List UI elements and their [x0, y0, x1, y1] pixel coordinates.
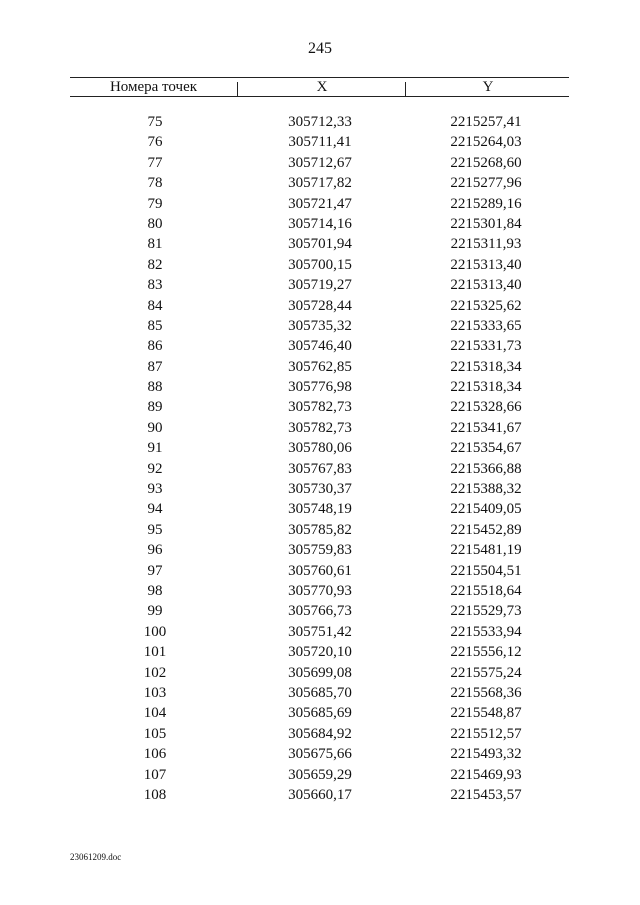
point-number-cell: 95: [147, 521, 163, 538]
point-number-cell: 106: [143, 746, 167, 763]
table-row: [0, 275, 640, 295]
header-divider: [405, 82, 406, 96]
point-number-cell: 83: [147, 277, 163, 294]
table-row: [0, 540, 640, 560]
table-row: [0, 683, 640, 703]
point-number-cell: 103: [143, 684, 167, 701]
footer-filename: 23061209.doc: [70, 852, 122, 862]
point-number-cell: 94: [147, 501, 163, 518]
y-coordinate-cell: 2215388,32: [450, 481, 522, 498]
point-number-cell: 108: [143, 786, 167, 803]
x-coordinate-cell: 305748,19: [288, 501, 352, 518]
y-coordinate-cell: 2215493,32: [450, 746, 522, 763]
x-coordinate-cell: 305759,83: [288, 542, 352, 559]
table-row: [0, 703, 640, 723]
table-row: [0, 296, 640, 316]
table-row: [0, 255, 640, 275]
y-coordinate-cell: 2215313,40: [450, 277, 522, 294]
x-coordinate-cell: 305660,17: [288, 786, 352, 803]
coordinates-table-body: [0, 112, 640, 805]
point-number-cell: 75: [147, 114, 163, 130]
y-coordinate-cell: 2215328,66: [450, 399, 522, 416]
table-row: [0, 642, 640, 662]
y-coordinate-cell: 2215556,12: [450, 644, 522, 661]
table-row: [0, 132, 640, 152]
header-x: X: [316, 79, 328, 95]
header-point-numbers: Номера точек: [109, 79, 198, 95]
x-coordinate-cell: 305751,42: [288, 623, 352, 640]
table-row: [0, 724, 640, 744]
x-coordinate-cell: 305720,10: [288, 644, 352, 661]
table-row: [0, 459, 640, 479]
y-coordinate-cell: 2215568,36: [450, 684, 522, 701]
point-number-cell: 89: [147, 399, 163, 416]
point-number-cell: 93: [147, 481, 163, 498]
table-row: [0, 194, 640, 214]
point-number-cell: 102: [143, 664, 167, 681]
page-number: 245: [308, 40, 332, 57]
point-number-cell: 104: [143, 705, 167, 722]
x-coordinate-cell: 305785,82: [288, 521, 352, 538]
point-number-cell: 85: [147, 317, 163, 334]
point-number-cell: 78: [147, 175, 163, 192]
point-number-cell: 81: [147, 236, 163, 253]
table-row: [0, 622, 640, 642]
y-coordinate-cell: 2215504,51: [450, 562, 522, 579]
table-row: [0, 765, 640, 785]
y-coordinate-cell: 2215512,57: [450, 725, 522, 742]
table-row: [0, 397, 640, 417]
point-number-cell: 98: [147, 582, 163, 599]
point-number-cell: 101: [143, 644, 167, 661]
table-row: [0, 479, 640, 499]
table-row: [0, 112, 640, 132]
y-coordinate-cell: 2215469,93: [450, 766, 522, 783]
table-row: [0, 153, 640, 173]
table-row: [0, 561, 640, 581]
table-row: [0, 438, 640, 458]
y-coordinate-cell: 2215366,88: [450, 460, 522, 477]
y-coordinate-cell: 2215301,84: [450, 215, 522, 232]
x-coordinate-cell: 305746,40: [288, 338, 352, 355]
x-coordinate-cell: 305711,41: [288, 134, 352, 151]
x-coordinate-cell: 305721,47: [288, 195, 352, 212]
table-row: [0, 316, 640, 336]
point-number-cell: 77: [147, 154, 163, 171]
x-coordinate-cell: 305770,93: [288, 582, 352, 599]
x-coordinate-cell: 305701,94: [288, 236, 352, 253]
table-row: [0, 744, 640, 764]
table-row: [0, 601, 640, 621]
x-coordinate-cell: 305728,44: [288, 297, 352, 314]
table-row: [0, 581, 640, 601]
x-coordinate-cell: 305719,27: [288, 277, 352, 294]
y-coordinate-cell: 2215318,34: [450, 358, 522, 375]
point-number-cell: 86: [147, 338, 163, 355]
point-number-cell: 79: [147, 195, 163, 212]
y-coordinate-cell: 2215481,19: [450, 542, 522, 559]
x-coordinate-cell: 305712,33: [288, 114, 352, 130]
table-row: [0, 663, 640, 683]
x-coordinate-cell: 305730,37: [288, 481, 352, 498]
table-row: [0, 377, 640, 397]
point-number-cell: 91: [147, 440, 163, 457]
y-coordinate-cell: 2215548,87: [450, 705, 522, 722]
y-coordinate-cell: 2215529,73: [450, 603, 522, 620]
table-row: [0, 173, 640, 193]
y-coordinate-cell: 2215257,41: [450, 114, 522, 130]
header-y: Y: [482, 79, 494, 95]
x-coordinate-cell: 305685,70: [288, 684, 352, 701]
x-coordinate-cell: 305700,15: [288, 256, 352, 273]
point-number-cell: 99: [147, 603, 163, 620]
y-coordinate-cell: 2215518,64: [450, 582, 522, 599]
y-coordinate-cell: 2215409,05: [450, 501, 522, 518]
table-row: [0, 499, 640, 519]
y-coordinate-cell: 2215325,62: [450, 297, 522, 314]
point-number-cell: 92: [147, 460, 163, 477]
y-coordinate-cell: 2215264,03: [450, 134, 522, 151]
y-coordinate-cell: 2215533,94: [450, 623, 522, 640]
y-coordinate-cell: 2215318,34: [450, 379, 522, 396]
point-number-cell: 100: [143, 623, 167, 640]
x-coordinate-cell: 305767,83: [288, 460, 352, 477]
point-number-cell: 88: [147, 379, 163, 396]
table-row: [0, 785, 640, 805]
y-coordinate-cell: 2215354,67: [450, 440, 522, 457]
x-coordinate-cell: 305780,06: [288, 440, 352, 457]
point-number-cell: 84: [147, 297, 163, 314]
y-coordinate-cell: 2215311,93: [450, 236, 522, 253]
point-number-cell: 107: [143, 766, 167, 783]
y-coordinate-cell: 2215289,16: [450, 195, 522, 212]
point-number-cell: 97: [147, 562, 163, 579]
point-number-cell: 76: [147, 134, 163, 151]
point-number-cell: 80: [147, 215, 163, 232]
point-number-cell: 96: [147, 542, 163, 559]
x-coordinate-cell: 305675,66: [288, 746, 352, 763]
x-coordinate-cell: 305712,67: [288, 154, 352, 171]
point-number-cell: 87: [147, 358, 163, 375]
y-coordinate-cell: 2215277,96: [450, 175, 522, 192]
table-row: [0, 357, 640, 377]
table-row: [0, 520, 640, 540]
x-coordinate-cell: 305735,32: [288, 317, 352, 334]
y-coordinate-cell: 2215268,60: [450, 154, 522, 171]
table-row: [0, 234, 640, 254]
x-coordinate-cell: 305699,08: [288, 664, 352, 681]
point-number-cell: 90: [147, 419, 163, 436]
y-coordinate-cell: 2215453,57: [450, 786, 522, 803]
y-coordinate-cell: 2215331,73: [450, 338, 522, 355]
x-coordinate-cell: 305717,82: [288, 175, 352, 192]
table-row: [0, 214, 640, 234]
x-coordinate-cell: 305776,98: [288, 379, 352, 396]
y-coordinate-cell: 2215452,89: [450, 521, 522, 538]
x-coordinate-cell: 305760,61: [288, 562, 352, 579]
x-coordinate-cell: 305766,73: [288, 603, 352, 620]
x-coordinate-cell: 305714,16: [288, 215, 352, 232]
point-number-cell: 105: [143, 725, 167, 742]
table-header: [70, 77, 569, 97]
y-coordinate-cell: 2215341,67: [450, 419, 522, 436]
table-row: [0, 336, 640, 356]
x-coordinate-cell: 305782,73: [288, 419, 352, 436]
y-coordinate-cell: 2215313,40: [450, 256, 522, 273]
x-coordinate-cell: 305659,29: [288, 766, 352, 783]
table-row: [0, 418, 640, 438]
point-number-cell: 82: [147, 256, 163, 273]
x-coordinate-cell: 305685,69: [288, 705, 352, 722]
y-coordinate-cell: 2215333,65: [450, 317, 522, 334]
x-coordinate-cell: 305782,73: [288, 399, 352, 416]
x-coordinate-cell: 305684,92: [288, 725, 352, 742]
y-coordinate-cell: 2215575,24: [450, 664, 522, 681]
x-coordinate-cell: 305762,85: [288, 358, 352, 375]
